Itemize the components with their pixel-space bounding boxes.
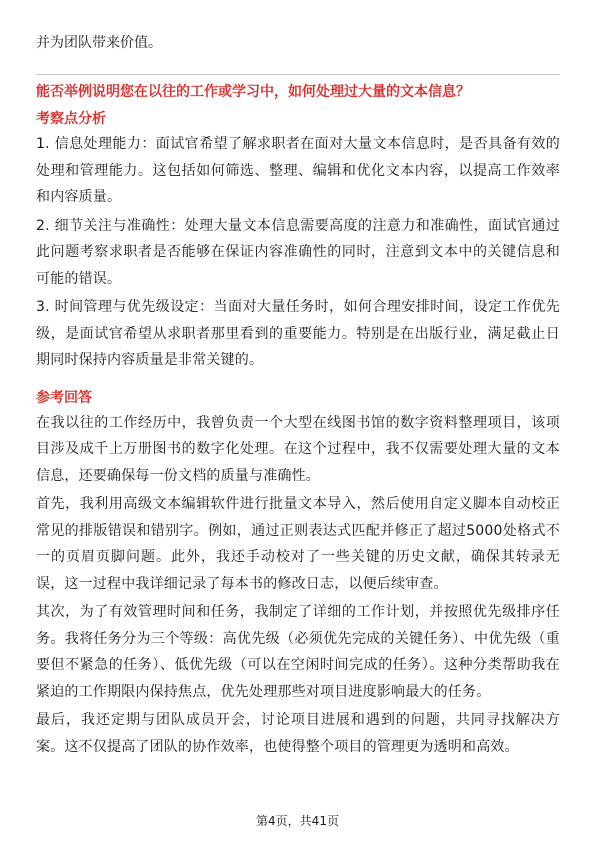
analysis-heading: 考察点分析	[36, 111, 106, 127]
answer-paragraph: 最后，我还定期与团队成员开会，讨论项目进展和遇到的问题，共同寻找解决方案。这不仅提高了团队的协作效率，也使得整个项目的管理更为透明和高效。	[36, 712, 560, 755]
analysis-point: 3. 时间管理与优先级设定：当面对大量任务时，如何合理安排时间，设定工作优先级，是面试官希望从求职者那里看到的重要能力。特别是在出版行业，满足截止日期同时保持内容质量是非常关键的。	[36, 299, 560, 368]
analysis-point: 2. 细节关注与准确性：处理大量文本信息需要高度的注意力和准确性，面试官通过此问题考察求职者是否能够在保证内容准确性的同时，注意到文本中的关键信息和可能的错误。	[36, 217, 560, 287]
answer-paragraph: 首先，我利用高级文本编辑软件进行批量文本导入，然后使用自定义脚本自动校正常见的排版错误和错别字。例如，通过正则表达式匹配并修正了超过5000处格式不一的页眉页脚问题。此外，我还手动校对了一些关键的历史文献，确保其转录无误，这一过程中我详细记录了每本书的修改日志，以便后续审查。	[36, 496, 560, 592]
answer-paragraph: 在我以往的工作经历中，我曾负责一个大型在线图书馆的数字资料整理项目，该项目涉及成千上万册图书的数字化处理。在这个过程中，我不仅需要处理大量的文本信息，还要确保每一份文档的质量与准确性。	[36, 414, 560, 484]
analysis-point: 1. 信息处理能力：面试官希望了解求职者在面对大量文本信息时，是否具备有效的处理和管理能力。这包括如何筛选、整理、编辑和优化文本内容，以提高工作效率和内容质量。	[36, 136, 560, 205]
document-page	[36, 30, 560, 760]
spacer	[36, 374, 560, 384]
page-footer: 第4页，共41页	[256, 814, 339, 828]
lead-text: 并为团队带来价值。	[36, 35, 162, 51]
section-divider	[36, 74, 560, 75]
answer-heading: 参考回答	[36, 389, 92, 406]
answer-paragraph: 其次，为了有效管理时间和任务，我制定了详细的工作计划，并按照优先级排序任务。我将任务分为三个等级：高优先级（必须优先完成的关键任务）、中优先级（重要但不紧急的任务）、低优先级（可以在空闲时间完成的任务）。这种分类帮助我在紧迫的工作期限内保持焦点，优先处理那些对项目进度影响最大的任务。	[36, 604, 560, 700]
interview-question: 能否举例说明您在以往的工作或学习中，如何处理过大量的文本信息？	[36, 84, 470, 100]
